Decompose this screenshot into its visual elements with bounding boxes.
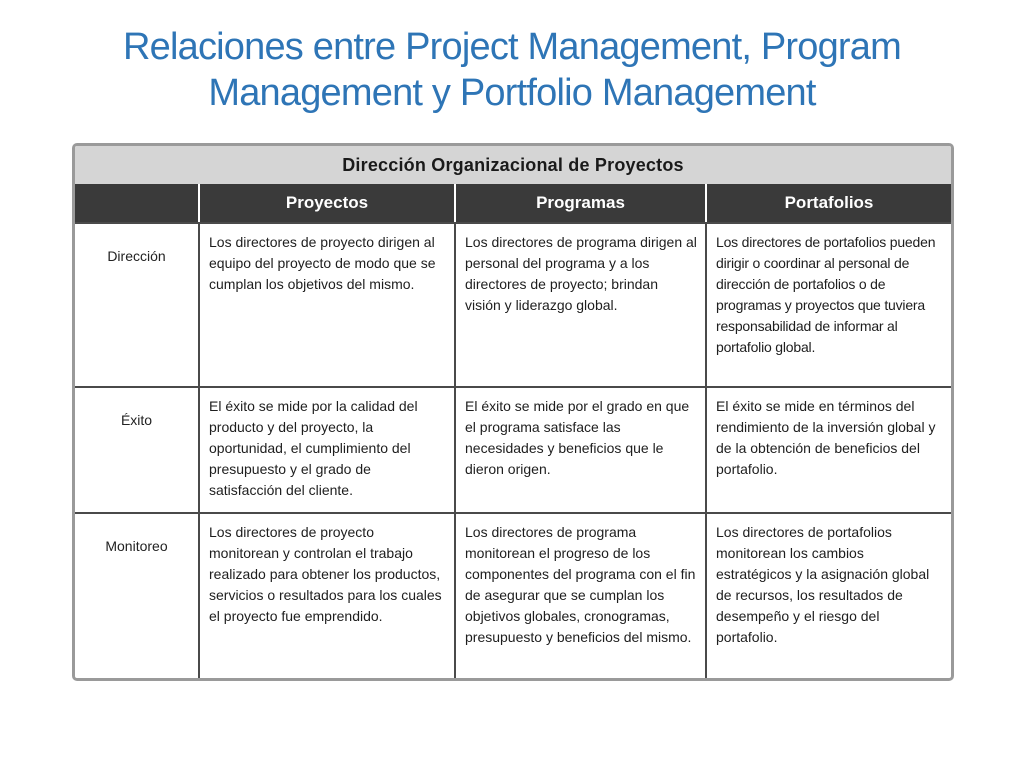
slide-title xyxy=(40,24,984,116)
cell-exito-proyectos: El éxito se mide por la calidad del producto y del proyecto, la oportunidad, el cumplimiento del presupuesto y el grado de satisfacción del cliente. xyxy=(198,386,454,512)
comparison-grid xyxy=(75,146,951,678)
cell-direccion-portafolios: Los directores de portafolios pueden dirigir o coordinar al personal de dirección de portafolios o de programas y proyectos que tuviera responsabilidad de informar al portafolio global. xyxy=(705,222,951,386)
cell-direccion-proyectos: Los directores de proyecto dirigen al equipo del proyecto de modo que se cumplan los objetivos del mismo. xyxy=(198,222,454,386)
cell-exito-portafolios: El éxito se mide en términos del rendimiento de la inversión global y de la obtención de beneficios del portafolio. xyxy=(705,386,951,512)
slide-title-line-1: Relaciones entre Project Management, Program xyxy=(123,26,901,68)
comparison-table xyxy=(72,143,954,681)
cell-exito-programas: El éxito se mide por el grado en que el programa satisface las necesidades y beneficios que le dieron origen. xyxy=(454,386,705,512)
cell-monitoreo-proyectos: Los directores de proyecto monitorean y controlan el trabajo realizado para obtener los productos, servicios o resultados para los cuales el proyecto fue emprendido. xyxy=(198,512,454,678)
column-header-proyectos: Proyectos xyxy=(198,184,454,222)
row-label-direccion: Dirección xyxy=(75,222,198,386)
table-banner: Dirección Organizacional de Proyectos xyxy=(75,146,951,184)
slide-title-line-2: Management y Portfolio Management xyxy=(208,72,816,114)
cell-direccion-programas: Los directores de programa dirigen al personal del programa y a los directores de proyecto; brindan visión y liderazgo global. xyxy=(454,222,705,386)
cell-monitoreo-portafolios: Los directores de portafolios monitorean los cambios estratégicos y la asignación global de recursos, los resultados de desempeño y el riesgo del portafolio. xyxy=(705,512,951,678)
cell-monitoreo-programas: Los directores de programa monitorean el progreso de los componentes del programa con el fin de asegurar que se cumplan los objetivos globales, cronogramas, presupuesto y beneficios del mismo. xyxy=(454,512,705,678)
column-header-programas: Programas xyxy=(454,184,705,222)
row-label-monitoreo: Monitoreo xyxy=(75,512,198,678)
header-corner xyxy=(75,184,198,222)
column-header-portafolios: Portafolios xyxy=(705,184,951,222)
row-label-exito: Éxito xyxy=(75,386,198,512)
